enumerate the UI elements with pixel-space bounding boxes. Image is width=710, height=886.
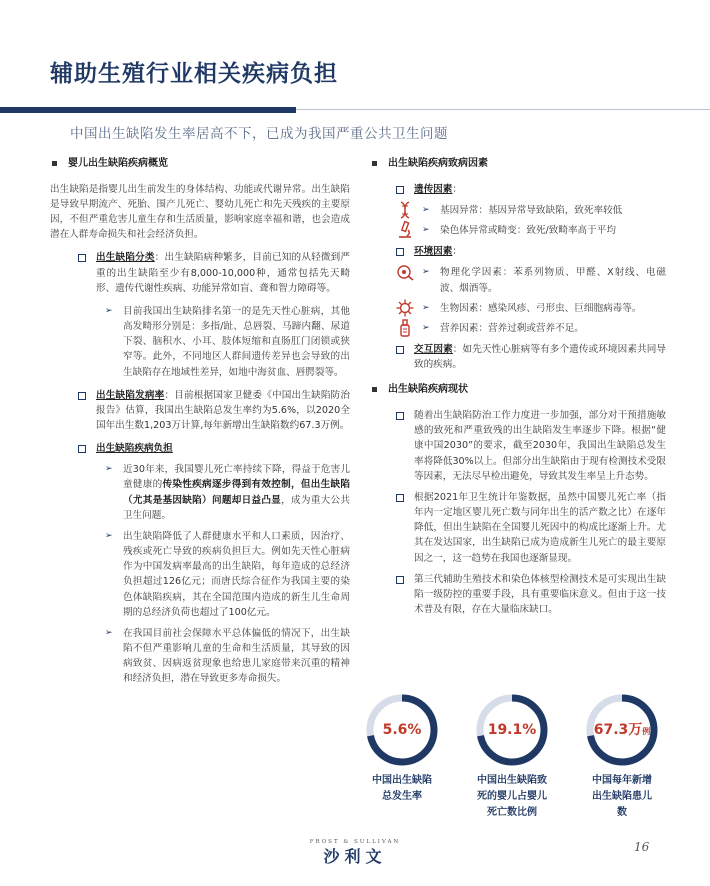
- arrow-bullet-icon: ➢: [422, 267, 430, 278]
- hollow-square-icon: [396, 248, 404, 256]
- dna-icon: [396, 201, 414, 219]
- hollow-square-icon: [78, 445, 86, 453]
- genetic-item-chromosome: ➢ 染色体异常或畸变：致死/致畸率高于平均: [396, 223, 666, 238]
- burden-subitem-3: ➢ 在我国目前社会保障水平总体偏低的情况下，出生缺陷不但严重影响儿童的生命和生活质量，其导致的因病致贫、因病返贫现象也给患儿家庭带来沉重的精神和经济负担，潜在导致更多寿命损失。: [105, 627, 350, 685]
- square-bullet-icon: [372, 387, 377, 392]
- microscope-icon: [396, 221, 414, 239]
- stat-value: 19.1%: [487, 722, 537, 738]
- stat-label: 中国出生缺陷致 死的婴儿占婴儿 死亡数比例: [477, 775, 547, 818]
- radiation-icon: [396, 263, 414, 281]
- page-number: 16: [634, 840, 650, 854]
- stat-death-ratio: [462, 693, 562, 821]
- arrow-bullet-icon: ➢: [105, 627, 113, 638]
- arrow-bullet-icon: ➢: [422, 204, 430, 215]
- square-bullet-icon: [52, 161, 57, 166]
- logo-chinese: 沙利文: [323, 846, 387, 866]
- stat-label: 中国每年新增 出生缺陷患儿 数: [592, 775, 652, 818]
- hollow-square-icon: [396, 576, 404, 584]
- section-heading-overview: 婴儿出生缺陷疾病概览: [50, 156, 350, 172]
- right-column: [370, 156, 666, 617]
- left-column: [50, 156, 350, 686]
- burden-subitem-2: ➢ 出生缺陷降低了人群健康水平和人口素质，因治疗、残疾或死亡导致的疾病负担巨大。例如先天性心脏病作为中国发病率最高的出生缺陷，每年造成的总经济负担超过126亿元；而唐氏综合征作为我国主要的染色体缺陷疾病，其在全国范围内造成的新生儿生命周期的总经济负荷也超过了100亿元。: [105, 530, 350, 618]
- env-item-biological: ➢ 生物因素：感染风疹、弓形虫、巨细胞病毒等。: [396, 301, 666, 316]
- stat-new-cases: [572, 693, 672, 821]
- hollow-square-icon: [396, 494, 404, 502]
- status-item-3: 第三代辅助生殖技术和染色体核型检测技术是可实现出生缺陷一级防控的重要手段，具有重要临床意义。但由于这一技术普及有限，存在大量临床缺口。: [396, 572, 666, 617]
- environment-factor-item: 环境因素：: [396, 244, 666, 259]
- hollow-square-icon: [78, 254, 86, 262]
- env-item-physical: ➢ 物理化学因素：苯系列物质、甲醛、X射线、电磁波、烟酒等。: [396, 265, 666, 295]
- arrow-bullet-icon: ➢: [422, 322, 430, 333]
- brand-logo: [305, 838, 405, 867]
- stat-incidence: [352, 693, 452, 805]
- section-heading-causes: 出生缺陷疾病致病因素: [370, 156, 666, 172]
- classification-item: 出生缺陷分类：出生缺陷病种繁多，目前已知的从轻微到严重的出生缺陷至少有8,000-10,000种，通常包括先天畸形、遗传代谢性疾病、功能异常如盲、聋和智力障碍等。: [78, 250, 350, 295]
- env-item-nutrition: ➢ 营养因素：营养过剩或营养不足。: [396, 321, 666, 336]
- virus-icon: [396, 299, 414, 317]
- square-bullet-icon: [372, 161, 377, 166]
- burden-item: 出生缺陷疾病负担: [78, 441, 350, 456]
- incidence-item: 出生缺陷发病率：目前根据国家卫健委《中国出生缺陷防治报告》估算，我国出生缺陷总发生率约为5.6%，以2020全国年出生数1,203万计算,每年新增出生缺陷数约67.3万例。: [78, 388, 350, 433]
- stats-row: [352, 693, 692, 823]
- title-underline-bar: [0, 107, 296, 113]
- bottle-icon: [396, 319, 414, 337]
- page-title: 辅助生殖行业相关疾病负担: [50, 61, 338, 87]
- stat-label: 中国出生缺陷 总发生率: [372, 775, 432, 802]
- hollow-square-icon: [396, 186, 404, 194]
- stat-value: 67.3万例: [593, 722, 651, 738]
- hollow-square-icon: [396, 346, 404, 354]
- arrow-bullet-icon: ➢: [105, 530, 113, 541]
- overview-paragraph: 出生缺陷是指婴儿出生前发生的身体结构、功能或代谢异常。出生缺陷是导致早期流产、死胎、围产儿死亡、婴幼儿死亡和先天残疾的主要原因，不但严重危害儿童生存和生活质量，影响家庭幸福和谐，也会造成潜在人群寿命损失和社会经济负担。: [50, 183, 350, 241]
- genetic-factor-item: 遗传因素：: [396, 182, 666, 197]
- arrow-bullet-icon: ➢: [105, 464, 113, 475]
- page-subtitle: 中国出生缺陷发生率居高不下，已成为我国严重公共卫生问题: [70, 126, 448, 142]
- burden-subitem-1: ➢ 近30年来，我国婴儿死亡率持续下降，得益于危害儿童健康的传染性疾病逐步得到有效控制，但出生缺陷（尤其是基因缺陷）问题却日益凸显，成为重大公共卫生问题。: [105, 464, 351, 521]
- status-item-1: 随着出生缺陷防治工作力度进一步加强，部分对干预措施敏感的致死和严重致残的出生缺陷发生率逐步下降。根据“健康中国2030”的要求，截至2030年，我国出生缺陷总发生率将降低30%以上。但部分出生缺陷由于现有检测技术受限等因素，无法尽早检出避免，导致其发生率呈上升态势。: [396, 408, 666, 484]
- interaction-factor-item: 交互因素：如先天性心脏病等有多个遗传或环境因素共同导致的疾病。: [396, 342, 666, 372]
- hollow-square-icon: [396, 412, 404, 420]
- arrow-bullet-icon: ➢: [422, 225, 430, 236]
- section-heading-status: 出生缺陷疾病现状: [370, 382, 666, 398]
- status-item-2: 根据2021年卫生统计年鉴数据，虽然中国婴儿死亡率（指年内一定地区婴儿死亡数与同年出生的活产数之比）在逐年降低，但出生缺陷在全国婴儿死因中的构成比逐渐上升。尤其在发达国家，出生缺陷已成为造成新生儿死亡的最主要原因之一，这一趋势在我国也逐渐显现。: [396, 490, 666, 566]
- logo-english: FROST & SULLIVAN: [309, 839, 401, 845]
- arrow-bullet-icon: ➢: [105, 305, 113, 316]
- genetic-item-gene: ➢ 基因异常：基因异常导致缺陷，致死率较低: [396, 203, 666, 218]
- classification-subitem: ➢ 目前我国出生缺陷排名第一的是先天性心脏病，其他高发畸形分别是：多指/趾、总唇裂、马蹄内翻、尿道下裂、脑积水、小耳、肢体短缩和直肠肛门闭锁或狭窄等。此外，不同地区人群间遗传差异也会导致的出生缺陷存在地域性差异，如地中海贫血、唇腭裂等。: [105, 305, 350, 378]
- hollow-square-icon: [78, 392, 86, 400]
- stat-value: 5.6%: [382, 722, 422, 738]
- arrow-bullet-icon: ➢: [422, 302, 430, 313]
- title-divider: [296, 109, 710, 110]
